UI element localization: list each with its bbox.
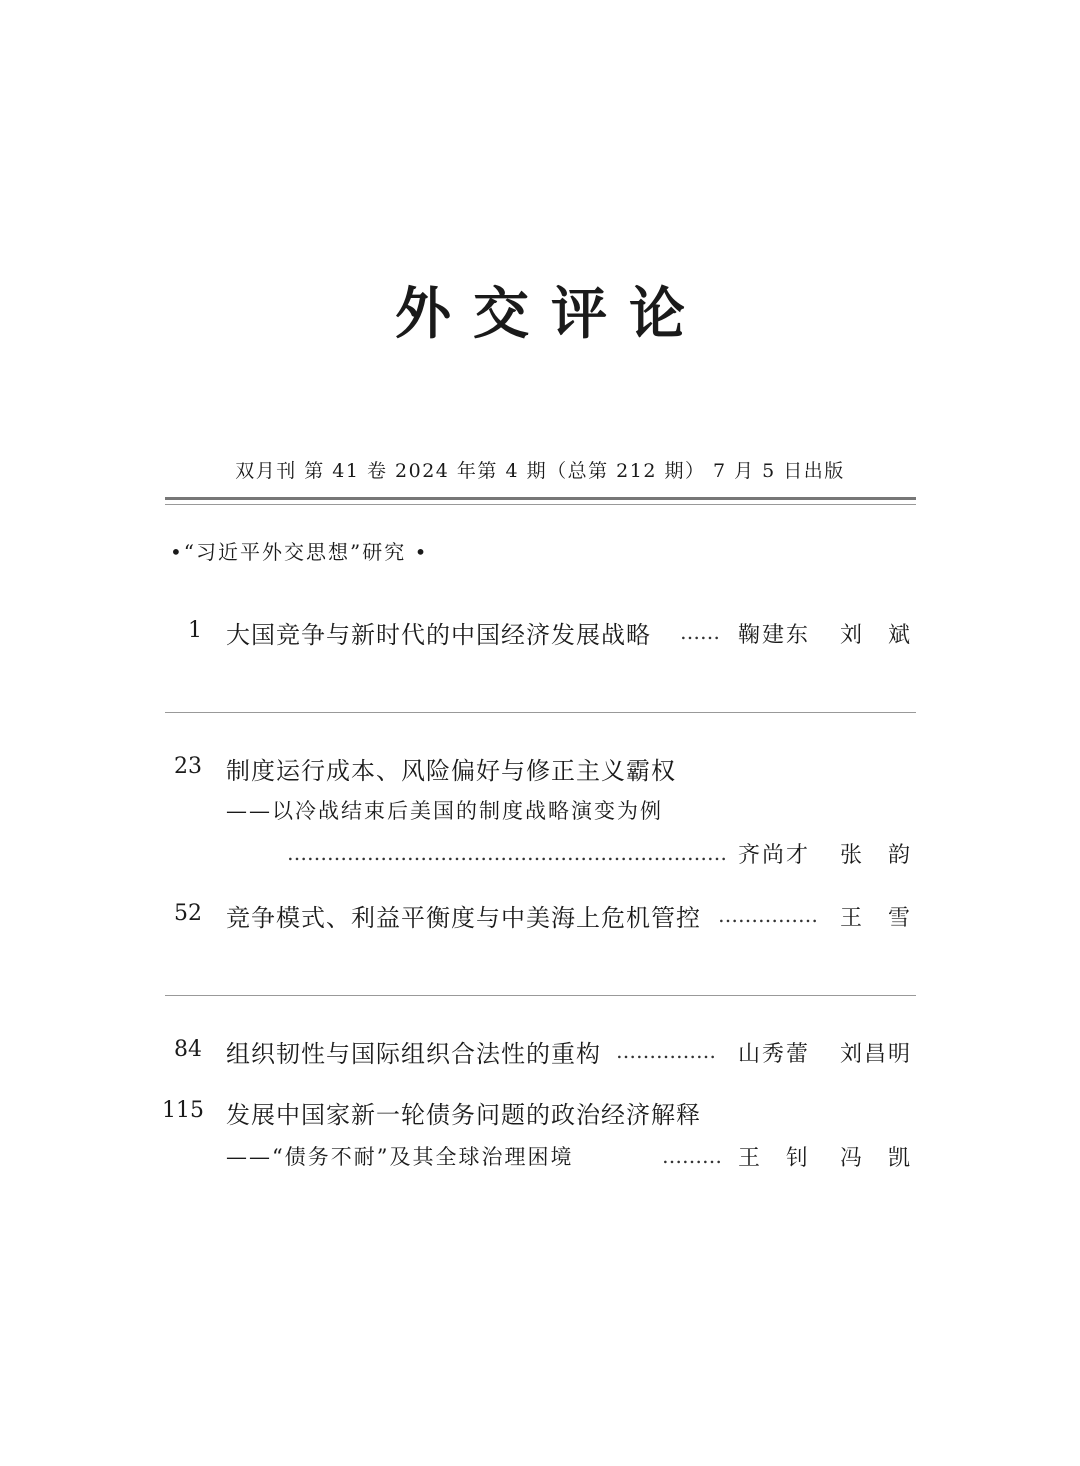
dot-leader: …………… bbox=[616, 1039, 716, 1063]
article-author: 刘昌明 bbox=[840, 1042, 913, 1067]
article-page-number: 115 bbox=[162, 1098, 204, 1123]
dot-leader: ………………………………………………………… bbox=[287, 841, 727, 865]
article-subtitle: ——“债务不耐”及其全球治理困境 bbox=[226, 1145, 574, 1169]
issue-info: 双月刊 第 41 卷 2024 年第 4 期（总第 212 期） 7 月 5 日出版 bbox=[235, 460, 845, 482]
section-divider bbox=[165, 995, 916, 996]
dot-leader: …… bbox=[680, 620, 720, 644]
article-author: 冯 凯 bbox=[840, 1146, 913, 1171]
dot-leader: …………… bbox=[718, 903, 818, 927]
journal-title: 外交评论 bbox=[395, 281, 707, 347]
article-author: 鞠建东 bbox=[738, 623, 811, 648]
header-rule-thin bbox=[165, 504, 916, 505]
header-rule-thick bbox=[165, 497, 916, 500]
article-title: 组织韧性与国际组织合法性的重构 bbox=[226, 1040, 601, 1068]
article-subtitle: ——以冷战结束后美国的制度战略演变为例 bbox=[226, 799, 663, 823]
article-author: 齐尚才 bbox=[738, 843, 811, 868]
article-title: 大国竞争与新时代的中国经济发展战略 bbox=[226, 621, 651, 649]
section-divider bbox=[165, 712, 916, 713]
article-page-number: 23 bbox=[174, 754, 202, 779]
article-page-number: 1 bbox=[188, 618, 202, 643]
article-author: 王 钊 bbox=[738, 1146, 811, 1171]
article-title: 发展中国家新一轮债务问题的政治经济解释 bbox=[226, 1101, 701, 1129]
dot-leader: ……… bbox=[662, 1144, 722, 1168]
article-page-number: 84 bbox=[174, 1037, 202, 1062]
article-author: 张 韵 bbox=[840, 843, 913, 868]
section-heading: •“习近平外交思想”研究 • bbox=[170, 540, 429, 564]
article-author: 山秀蕾 bbox=[738, 1042, 811, 1067]
article-author: 王 雪 bbox=[840, 906, 913, 931]
article-title: 制度运行成本、风险偏好与修正主义霸权 bbox=[226, 757, 676, 785]
article-author: 刘 斌 bbox=[840, 623, 913, 648]
article-title: 竞争模式、利益平衡度与中美海上危机管控 bbox=[226, 904, 701, 932]
article-page-number: 52 bbox=[174, 901, 202, 926]
